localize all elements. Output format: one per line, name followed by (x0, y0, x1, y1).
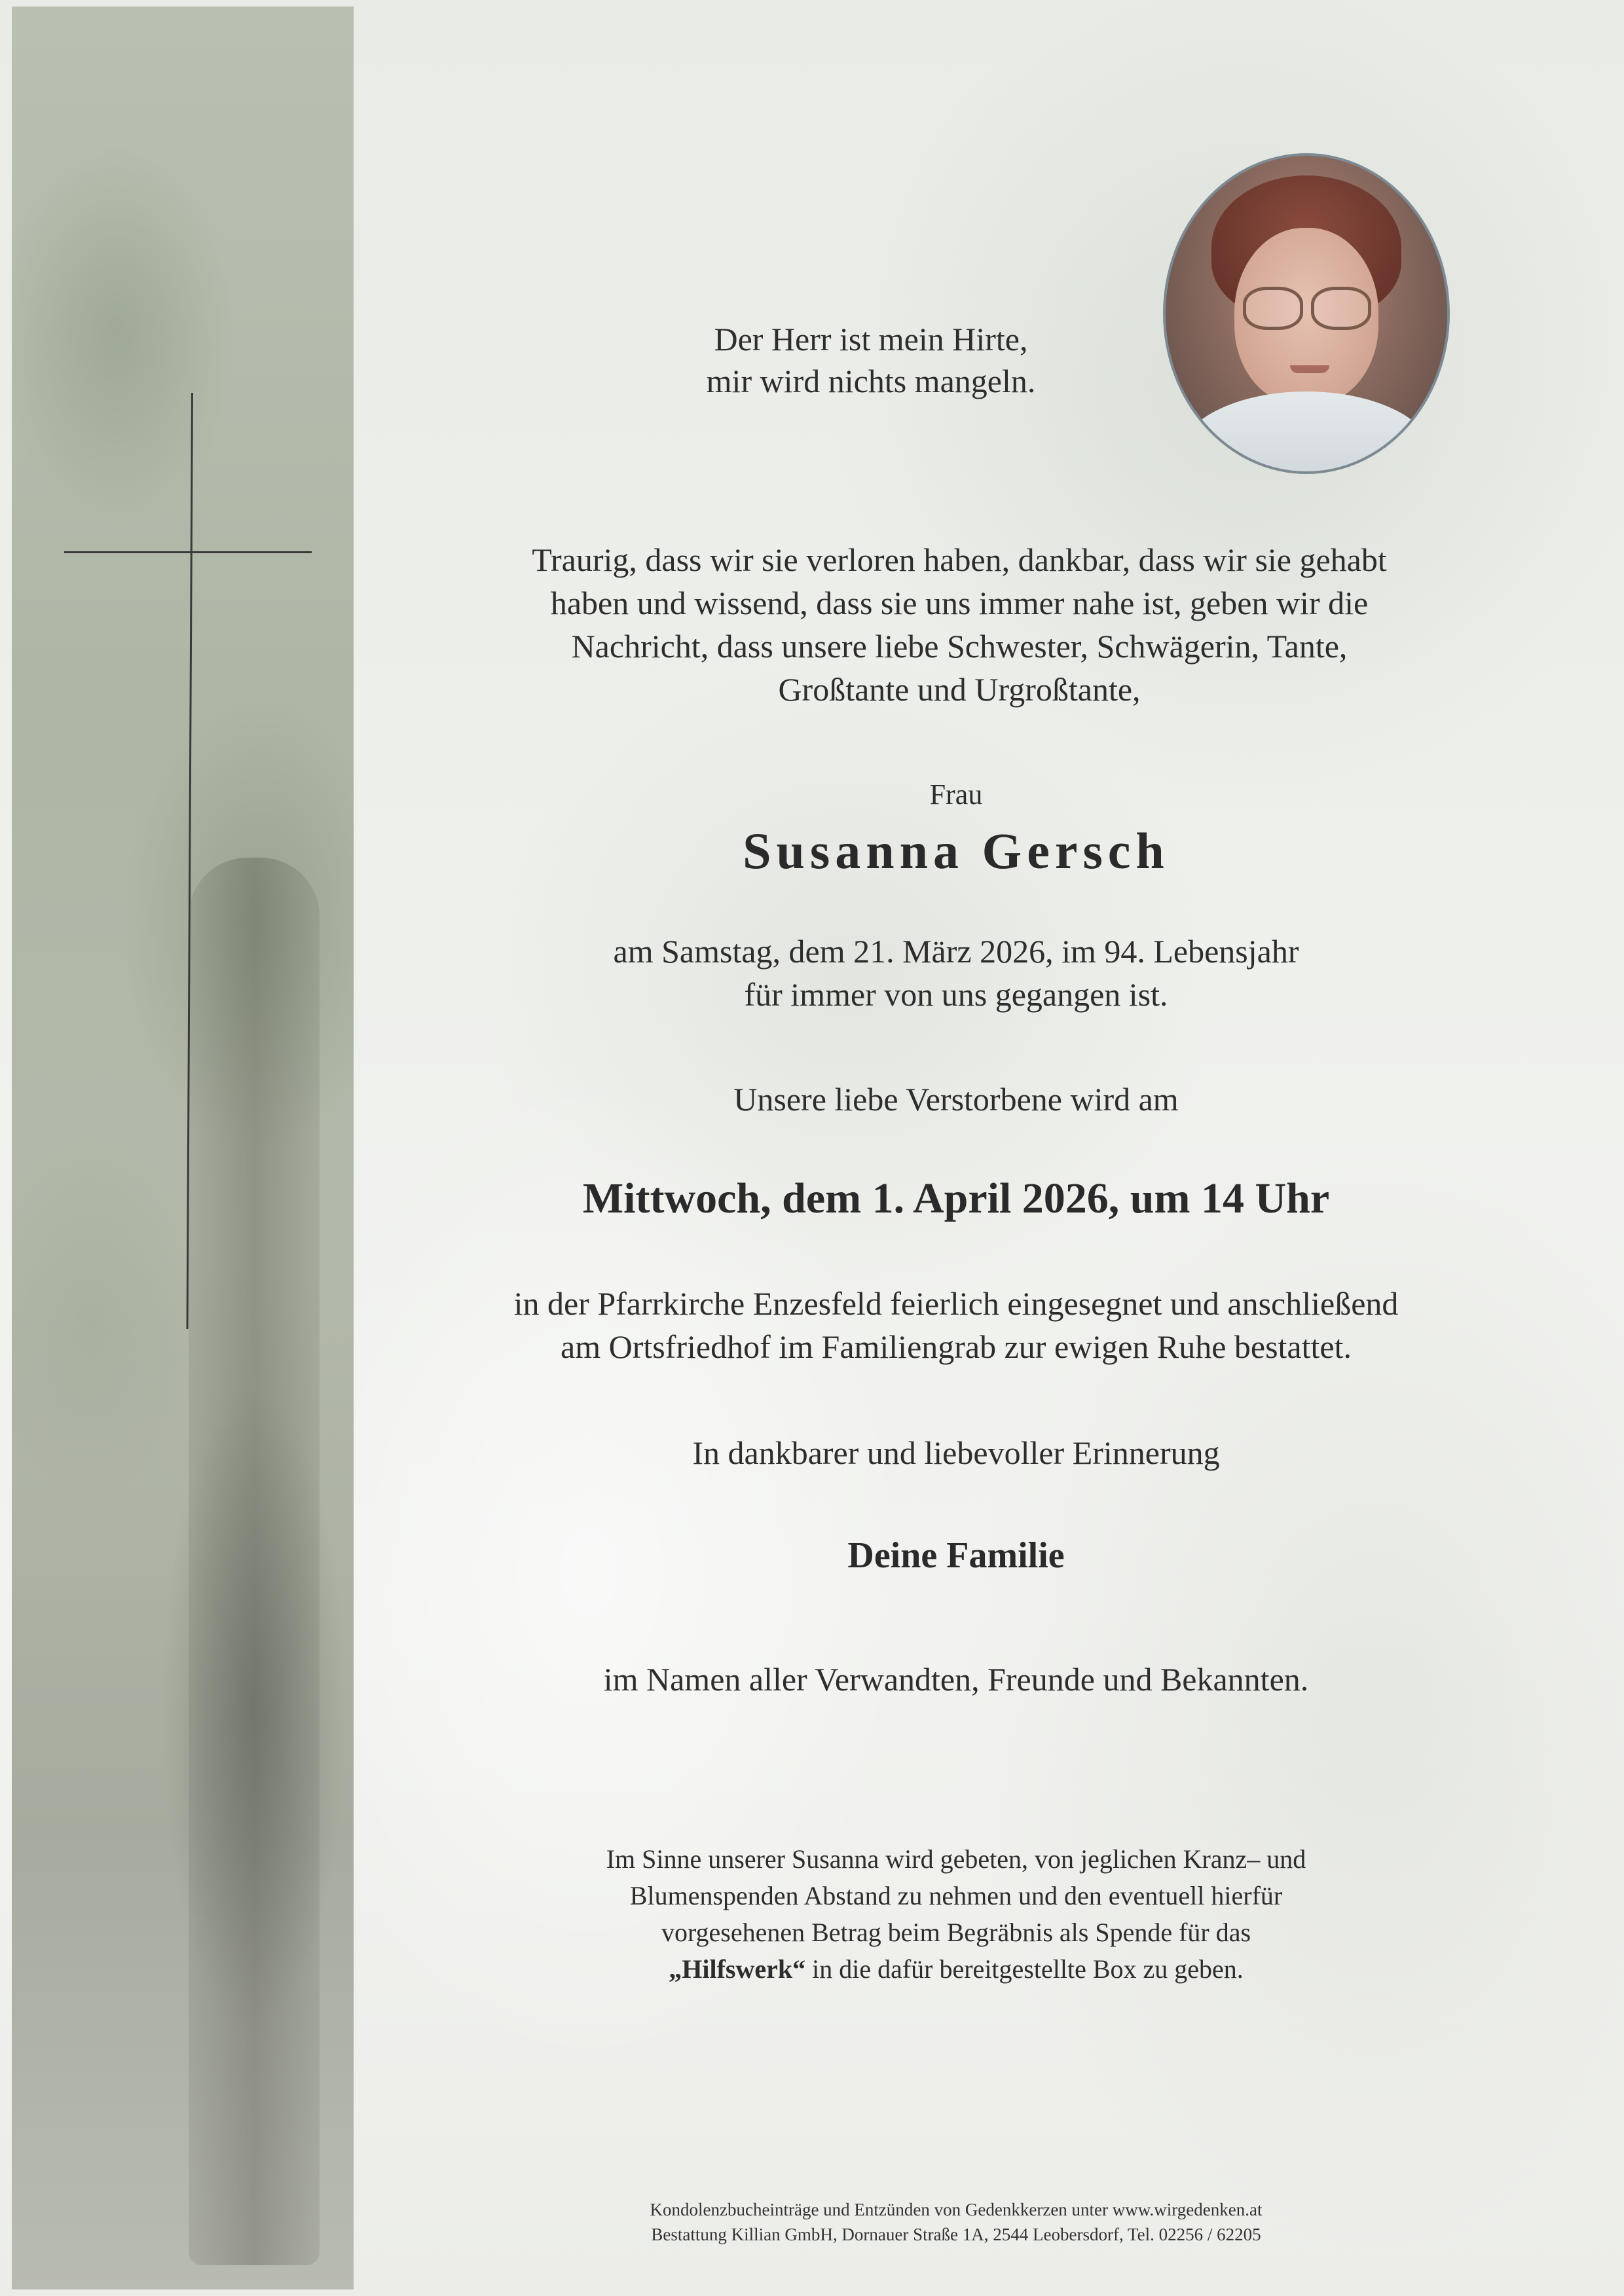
tree-trunk (189, 858, 320, 2265)
death-notice (498, 930, 1414, 1016)
portrait-mouth (1290, 365, 1329, 373)
psalm-line: mir wird nichts mangeln. (706, 363, 1036, 399)
deceased-name: Susanna Gersch (743, 822, 1170, 879)
portrait-glasses-left (1243, 287, 1303, 330)
intro-line: haben und wissend, dass sie uns immer nahe ist, geben wir die (550, 585, 1369, 621)
portrait-photo (1163, 153, 1450, 474)
memory-text: In dankbarer und liebevoller Erinnerung (692, 1434, 1220, 1471)
wish-line: Im Sinne unserer Susanna wird gebeten, von jeglichen Kranz– und (606, 1844, 1306, 1874)
tree-side-strip (12, 7, 354, 2289)
footer-info (498, 2197, 1414, 2247)
intro-line: Traurig, dass wir sie verloren haben, dankbar, dass wir sie gehabt (532, 541, 1387, 578)
cross-horizontal-bar (64, 551, 312, 553)
funeral-date: Mittwoch, dem 1. April 2026, um 14 Uhr (582, 1175, 1330, 1222)
intro-text (458, 538, 1460, 711)
psalm-verse (674, 318, 1067, 402)
wish-line: Blumenspenden Abstand zu nehmen und den eventuell hierfür (629, 1881, 1283, 1910)
portrait-body (1179, 392, 1434, 474)
behalf-text: im Namen aller Verwandten, Freunde und Bekannten. (603, 1661, 1309, 1698)
wish-line: in die dafür bereitgestellte Box zu geben. (805, 1954, 1244, 1984)
intro-line: Nachricht, dass unsere liebe Schwester, Schwägerin, Tante, (571, 628, 1348, 665)
footer-funeral-home-line: Bestattung Killian GmbH, Dornauer Straße 1A, 2544 Leobersdorf, Tel. 02256 / 62205 (651, 2225, 1261, 2244)
funeral-place (432, 1282, 1480, 1368)
death-line: am Samstag, dem 21. März 2026, im 94. Lebensjahr (613, 933, 1299, 970)
portrait-glasses-right (1311, 287, 1371, 330)
charity-name: „Hilfswerk“ (669, 1954, 806, 1984)
intro-line: Großtante und Urgroßtante, (778, 671, 1141, 708)
footer-condolence-line: Kondolenzbucheinträge und Entzünden von Gedenkkerzen unter www.wirgedenken.at (650, 2200, 1263, 2219)
title-frau: Frau (929, 778, 983, 811)
death-line: für immer von uns gegangen ist. (744, 976, 1168, 1013)
wish-line: vorgesehenen Betrag beim Begräbnis als Spende für das (661, 1918, 1251, 1947)
place-line: in der Pfarrkirche Enzesfeld feierlich eingesegnet und anschließend (513, 1285, 1399, 1322)
place-line: am Ortsfriedhof im Familiengrab zur ewigen Ruhe bestattet. (561, 1328, 1352, 1365)
psalm-line: Der Herr ist mein Hirte, (714, 321, 1028, 357)
donation-wish (498, 1841, 1414, 1988)
announce-text: Unsere liebe Verstorbene wird am (733, 1081, 1179, 1118)
family-signature: Deine Familie (847, 1535, 1065, 1576)
